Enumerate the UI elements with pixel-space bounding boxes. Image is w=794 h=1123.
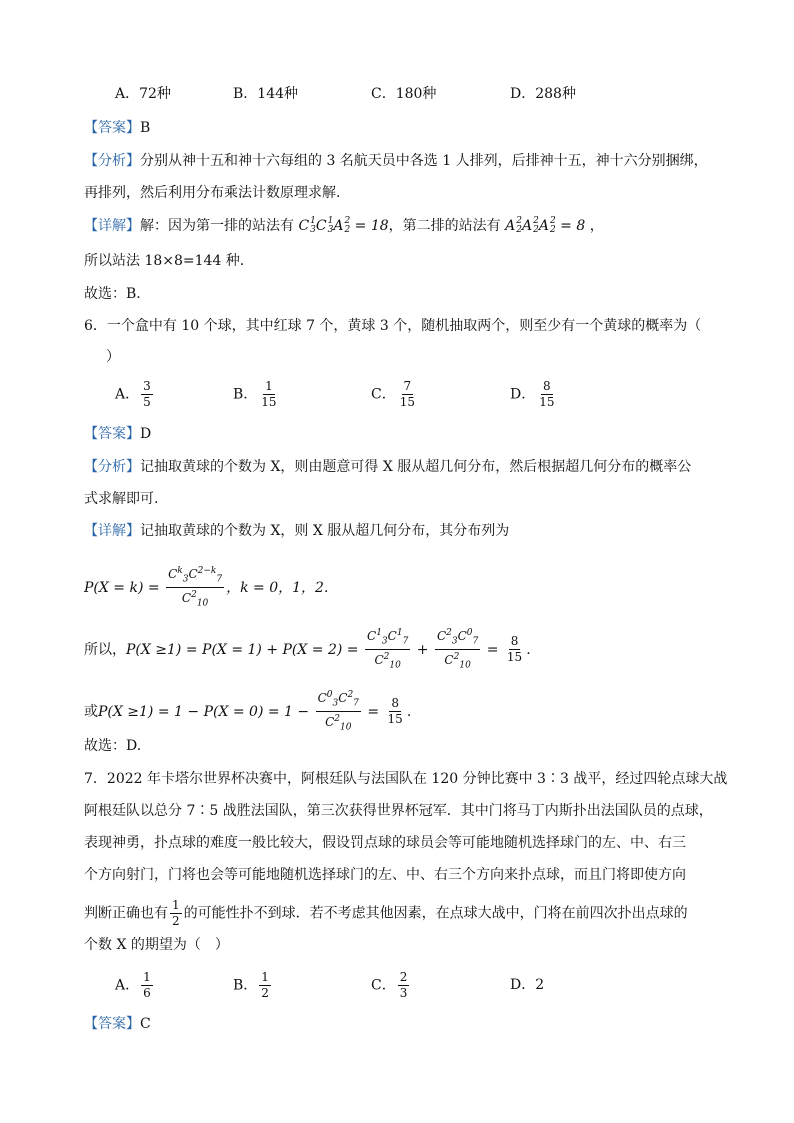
q6-detail-line-1 <box>84 521 509 541</box>
detail-tag: 【详解】 <box>84 218 140 234</box>
q7-option-d: D．2 <box>510 977 545 993</box>
q7-line-5: 判断正确也有 $\frac{1}{2}$ 的可能性扑不到球．若不考虑其他因素，在点球大战中，门将在前四次扑出点球的 <box>84 898 688 928</box>
answer-tag: 【答案】 <box>84 1016 140 1032</box>
q6-formula-distribution: P(X = k) = $\frac{C^k_3C^{2-k}_7}{C^2_{10}}$ ，k = 0，1，2. <box>84 564 328 612</box>
analysis-tag: 【分析】 <box>84 459 140 475</box>
q6-option-b: B． $\frac{1}{15}$ <box>233 379 277 409</box>
q5-option-b: B．144种 <box>233 86 299 102</box>
detail-tag: 【详解】 <box>84 523 140 539</box>
answer-tag: 【答案】 <box>84 426 140 442</box>
q6-option-d: D． $\frac{8}{15}$ <box>510 379 555 409</box>
q5-option-d: D．288种 <box>510 86 576 102</box>
frac-c3k-c7-c10: $\frac{C^k_3C^{2-k}_7}{C^2_{10}}$ <box>168 566 223 609</box>
q5-analysis-line-1 <box>84 151 708 171</box>
q6-option-c: C． $\frac{7}{15}$ <box>371 379 415 409</box>
q7-option-a: A． $\frac{1}{6}$ <box>115 970 151 1000</box>
q6-answer <box>84 424 151 444</box>
detail-text: 解：因为第一排的站法有 <box>140 218 299 234</box>
q6-formula-sum: 所以，P(X ≥1) = P(X = 1) + P(X = 2) = $\frac{C^1_3C^1_7}{C^2_{10}}$ + $\frac{C^2_3C^0_7}{C^2_{10}}$ = $\frac{8}{15}$ . <box>84 626 531 674</box>
formula-a-a-a: A 2 2 A 2 2 A 2 2 = 8 <box>505 216 586 235</box>
q5-choice: 故选：B. <box>84 286 141 302</box>
frac-c32c70-c10: $\frac{C^2_3C^0_7}{C^2_{10}}$ <box>436 628 479 671</box>
q7-line-4: 个方向射门，门将也会等可能地随机选择球门的左、中、右三个方向来扑点球，而且门将即使方向 <box>84 867 686 883</box>
q7-line-3: 表现神勇，扑点球的难度一般比较大，假设罚点球的球员会等可能地随机选择球门的左、中、右三 <box>84 835 686 851</box>
q6-option-a: A． $\frac{3}{5}$ <box>115 379 151 409</box>
q5-detail-line-2: 所以站法 18×8=144 种. <box>84 253 245 269</box>
frac-8-15: $\frac{8}{15}$ <box>506 634 523 665</box>
q6-analysis-line-1 <box>84 457 691 477</box>
analysis-text: 分别从神十五和神十六每组的 3 名航天员中各选 1 人排列，后排神十五，神十六分别捆绑， <box>140 153 708 169</box>
frac-c30c72-c10: $\frac{C^0_3C^2_7}{C^2_{10}}$ <box>317 690 359 733</box>
q7-option-c: C． $\frac{2}{3}$ <box>371 970 408 1000</box>
q6-stem-line-1: 6．一个盒中有 10 个球，其中红球 7 个，黄球 3 个，随机抽取两个，则至少有一个黄球的概率为（ <box>84 318 702 334</box>
q7-line-6: 个数 X 的期望为（ ） <box>84 937 229 953</box>
q5-option-c: C．180种 <box>371 86 437 102</box>
frac-1-2: $\frac{1}{2}$ <box>172 898 180 928</box>
answer-value: C <box>140 1016 151 1032</box>
frac-8-15: $\frac{8}{15}$ <box>387 696 403 727</box>
q5-analysis-line-2: 再排列，然后利用分布乘法计数原理求解. <box>84 185 341 201</box>
frac-c31c71-c10: $\frac{C^1_3C^1_7}{C^2_{10}}$ <box>367 628 409 671</box>
analysis-text: 记抽取黄球的个数为 X，则由题意可得 X 服从超几何分布，然后根据超几何分布的概率公 <box>140 459 692 475</box>
answer-value: D <box>140 426 152 442</box>
q6-stem-line-2: ） <box>106 349 120 365</box>
detail-text: ， <box>585 218 604 234</box>
analysis-tag: 【分析】 <box>84 153 140 169</box>
q5-option-a: A．72种 <box>115 86 171 102</box>
q6-analysis-line-2: 式求解即可. <box>84 491 159 507</box>
answer-tag: 【答案】 <box>84 120 140 136</box>
answer-value: B <box>140 120 151 136</box>
q6-choice: 故选：D. <box>84 738 142 754</box>
q5-answer <box>84 118 150 138</box>
detail-text: ，第二排的站法有 <box>388 218 506 234</box>
q6-formula-complement: 或P(X ≥1) = 1 − P(X = 0) = 1 − $\frac{C^0_3C^2_7}{C^2_{10}}$ = $\frac{8}{15}$ . <box>84 688 411 736</box>
q7-option-b: B． $\frac{1}{2}$ <box>233 970 269 1000</box>
q7-line-2: 阿根廷队以总分 7∶5 战胜法国队，第三次获得世界杯冠军．其中门将马丁内斯扑出法国队员的点球， <box>84 803 713 819</box>
formula-c-c-a: C 1 3 C 1 3 A 2 2 = 18 <box>298 216 389 235</box>
q5-detail-line-1 <box>84 216 604 236</box>
q7-line-1: 7．2022 年卡塔尔世界杯决赛中，阿根廷队与法国队在 120 分钟比赛中 3∶3 战平，经过四轮点球大战 <box>84 771 728 787</box>
detail-text: 记抽取黄球的个数为 X，则 X 服从超几何分布，其分布列为 <box>140 523 510 539</box>
q7-answer <box>84 1014 151 1034</box>
